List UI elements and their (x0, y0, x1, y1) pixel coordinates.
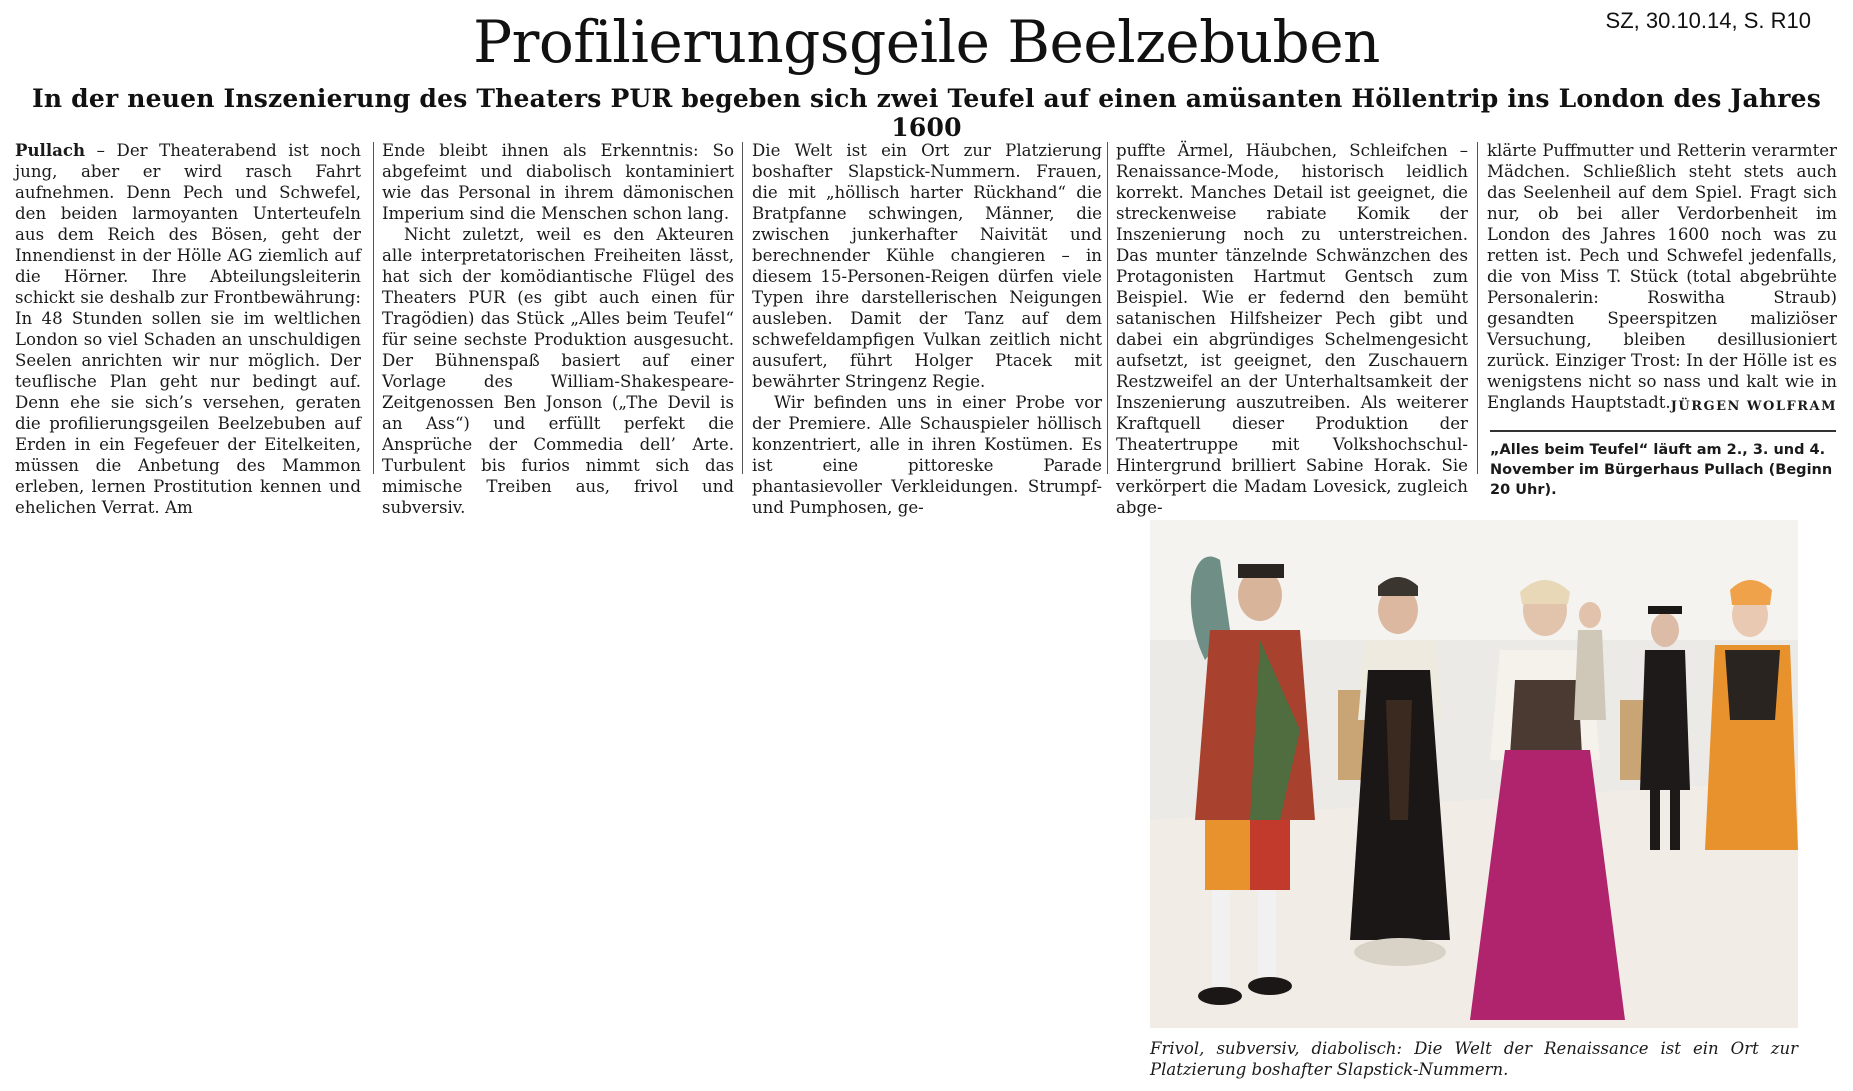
paragraph (15, 140, 361, 518)
article-column-5 (1487, 140, 1837, 430)
paragraph-text: – Der Theaterabend ist noch jung, aber er wird rasch Fahrt aufnehmen. Denn Pech und Schwefel, den beiden larmoyanten Unterteufeln aus dem Reich des Bösen, geht der Innendienst in der Hölle AG ziemlich auf die Hörner. Ihre Abteilungsleiterin schickt sie deshalb zur Frontbewährung: In 48 Stunden sollen sie im weltlichen London so viel Schaden an unschuldigen Seelen anrichten wir nur möglich. Der teuflische Plan geht nur bedingt auf. Denn ehe sie sich’s versehen, geraten die profilierungsgeilen Beelzebuben auf Erden in ein Fegefeuer der Eitelkeiten, müssen die Anbetung des Mammon erleben, lernen Prostitution kennen und ehelichen Verrat. Am (15, 141, 361, 517)
paragraph: Die Welt ist ein Ort zur Platzierung boshafter Slapstick-Nummern. Frauen, die mit „höllisch harter Rückhand“ die Bratpfanne schwingen, Männer, die zwischen junkerhafter Naivität und berechnender Kühle changieren – in diesem 15-Personen-Reigen dürfen viele Typen ihre darstellerischen Neigungen ausleben. Damit der Tanz auf dem schwefeldampfigen Vulkan zeitlich nicht ausufert, führt Holger Ptacek mit bewährter Stringenz Regie. (752, 141, 1102, 391)
column-rule (373, 142, 374, 474)
article-column-4 (1116, 140, 1468, 517)
article-column-3 (752, 140, 1102, 517)
source-note: SZ, 30.10.14, S. R10 (1605, 8, 1811, 33)
paragraph: Nicht zuletzt, weil es den Akteuren alle interpretatorischen Freiheiten lässt, hat sich der komödiantische Flügel des Theaters PUR (es gibt auch einen für Tragödien) das Stück „Alles beim Teufel“ für seine sechste Produktion ausgesucht. Der Bühnenspaß basiert auf einer Vorlage des William-Shakespeare-Zeitgenossen Ben Jonson („The Devil is an Ass“) und erfüllt perfekt die Ansprüche der Commedia dell’ Arte. Turbulent bis furios nimmt sich das mimische Treiben aus, frivol und subversiv. (382, 225, 734, 517)
column-rule (1107, 142, 1108, 474)
paragraph: Ende bleibt ihnen als Erkenntnis: So abgefeimt und diabolisch kontaminiert wie das Personal in ihrem dämonischen Imperium sind die Menschen schon lang. (382, 141, 734, 223)
photo-caption: Frivol, subversiv, diabolisch: Die Welt der Renaissance ist ein Ort zur Platzierung boshafter Slapstick-Nummern. (1150, 1039, 1798, 1079)
paragraph: Wir befinden uns in einer Probe vor der Premiere. Alle Schauspieler höllisch konzentriert, alle in ihren Kostümen. Es ist eine pittoreske Parade phantasievoller Verkleidungen. Strumpf- und Pumphosen, ge- (752, 393, 1102, 517)
column-rule (742, 142, 743, 474)
paragraph-text: klärte Puffmutter und Retterin verarmter Mädchen. Schließlich steht stets auch das Seelenheil auf dem Spiel. Fragt sich nur, ob bei aller Verdorbenheit im London des Jahres 1600 noch was zu retten ist. Pech und Schwefel jedenfalls, die von Miss T. Stück (total abgebrühte Personalerin: Roswitha Straub) gesandten Speerspitzen maliziöser Versuchung, bleiben desillusioniert zurück. Einziger Trost: In der Hölle ist es wenigstens nicht so nass und kalt wie in Englands Hauptstadt. (1487, 141, 1837, 412)
dateline: Pullach (15, 140, 86, 160)
article-column-1 (15, 140, 361, 517)
headline: Profilierungsgeile Beelzebuben (473, 8, 1380, 76)
event-infobox: „Alles beim Teufel“ läuft am 2., 3. und 4. November im Bürgerhaus Pullach (Beginn 20 Uhr). (1490, 442, 1833, 498)
subheadline: In der neuen Inszenierung des Theaters PUR begeben sich zwei Teufel auf einen amüsanten Höllentrip ins London des Jahres 1600 (32, 84, 1821, 142)
article-photo (1150, 520, 1798, 1028)
rehearsal-photo-illustration (1150, 520, 1798, 1028)
paragraph (1487, 140, 1837, 413)
infobox-rule (1490, 430, 1836, 432)
paragraph: puffte Ärmel, Häubchen, Schleifchen – Renaissance-Mode, historisch leidlich korrekt. Manches Detail ist geeignet, die streckenweise rabiate Komik der Inszenierung noch zu unterstreichen. Das munter tänzelnde Schwänzchen des Protagonisten Hartmut Gentsch zum Beispiel. Wie er federnd den bemüht satanischen Hilfsheizer Pech gibt und dabei ein abgründiges Schelmengesicht aufsetzt, ist geeignet, den Zuschauern Restzweifel an der Unterhaltsamkeit der Inszenierung auszutreiben. Als weiterer Kraftquell dieser Produktion der Theatertruppe mit Volkshochschul-Hintergrund brilliert Sabine Horak. Sie verkörpert die Madam Lovesick, zugleich abge- (1116, 141, 1468, 517)
column-rule (1477, 142, 1478, 474)
article-column-2 (382, 140, 734, 517)
author-byline: JÜRGEN WOLFRAM (1670, 399, 1837, 414)
